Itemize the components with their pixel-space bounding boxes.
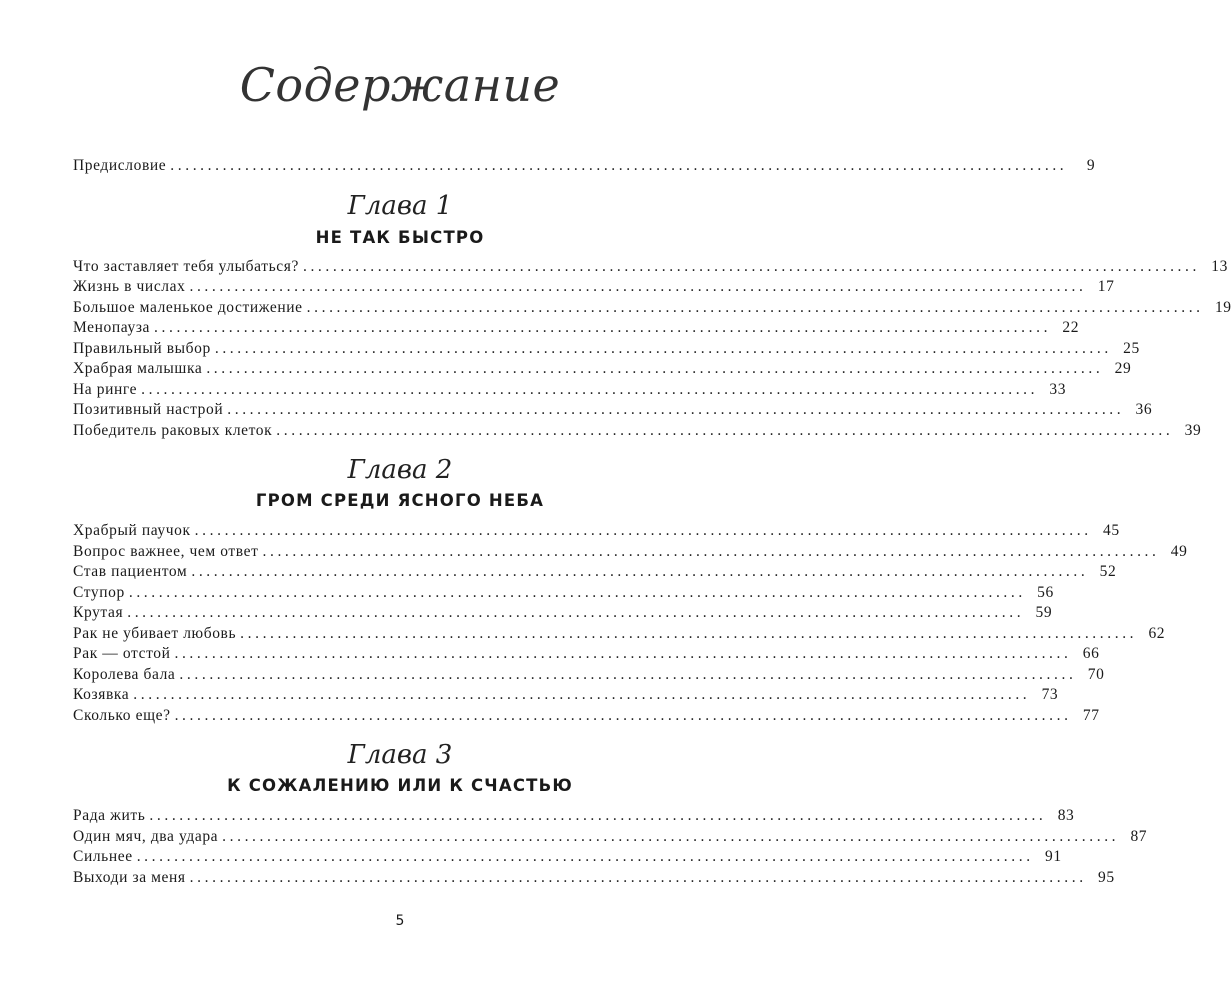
toc-entry-title: Сколько еще? <box>73 707 171 724</box>
dot-leader: ........................................................................................................................ <box>141 381 1039 398</box>
dot-leader: ........................................................................................................................ <box>128 584 1026 601</box>
dot-leader: ........................................................................................................................ <box>222 828 1120 845</box>
toc-entry[interactable] <box>73 706 1100 726</box>
page-number: 5 <box>395 913 405 929</box>
toc-entry-page: 91 <box>1045 848 1062 865</box>
toc-entry[interactable] <box>73 421 1202 441</box>
toc-entry[interactable] <box>73 400 1153 420</box>
toc-entry-title: Рак не убивает любовь <box>73 625 237 642</box>
toc-entry-title: Жизнь в числах <box>73 278 186 295</box>
dot-leader: ........................................................................................................................ <box>262 543 1160 560</box>
toc-entry-page: 56 <box>1037 584 1054 601</box>
toc-entry-title: Королева бала <box>73 666 176 683</box>
toc-entry[interactable] <box>73 827 1148 847</box>
chapter-1-label: Глава 1 <box>347 191 453 221</box>
dot-leader: ........................................................................................................................ <box>194 522 1092 539</box>
toc-entry[interactable] <box>73 806 1075 826</box>
toc-entry[interactable] <box>73 542 1188 562</box>
toc-entry[interactable] <box>73 257 1228 277</box>
toc-entry[interactable] <box>73 277 1115 297</box>
toc-entry[interactable] <box>73 318 1080 338</box>
toc-entry-title: Храбрая малышка <box>73 360 203 377</box>
toc-entry-page: 73 <box>1041 686 1059 703</box>
toc-entry-title: Сильнее <box>73 848 133 865</box>
toc-entry[interactable] <box>73 868 1115 888</box>
dot-leader: ........................................................................................................................ <box>214 340 1112 357</box>
toc-entry-title: Предисловие <box>73 157 167 174</box>
toc-entry-page: 95 <box>1097 869 1115 886</box>
toc-entry-title: Рада жить <box>73 807 146 824</box>
toc-entry-page: 59 <box>1035 604 1053 621</box>
toc-entry[interactable] <box>73 583 1054 603</box>
toc-entry-title: Менопауза <box>73 319 151 336</box>
toc-entry[interactable] <box>73 562 1117 582</box>
dot-leader: ........................................................................................................................ <box>174 645 1072 662</box>
toc-entry-page: 17 <box>1097 278 1115 295</box>
toc-entry[interactable] <box>73 665 1105 685</box>
toc-entry[interactable] <box>73 380 1067 400</box>
toc-entry[interactable] <box>73 521 1120 541</box>
toc-entry[interactable] <box>73 298 1232 318</box>
toc-entry[interactable] <box>73 847 1062 867</box>
dot-leader: ........................................................................................................................ <box>240 625 1138 642</box>
chapter-3-title: К СОЖАЛЕНИЮ ИЛИ К СЧАСТЬЮ <box>227 776 573 795</box>
dot-leader: ........................................................................................................................ <box>191 563 1089 580</box>
toc-entry-title: Правильный выбор <box>73 340 211 357</box>
toc-entry-title: Вопрос важнее, чем ответ <box>73 543 259 560</box>
toc-entry[interactable] <box>73 603 1053 623</box>
dot-leader: ........................................................................................................................ <box>127 604 1025 621</box>
toc-entry-page: 19 <box>1214 299 1232 316</box>
dot-leader: ........................................................................................................................ <box>136 848 1034 865</box>
toc-entry[interactable] <box>73 644 1100 664</box>
toc-entry[interactable] <box>73 339 1140 359</box>
dot-leader: ........................................................................................................................ <box>179 666 1077 683</box>
dot-leader: ........................................................................................................................ <box>206 360 1104 377</box>
toc-entry-title: Став пациентом <box>73 563 188 580</box>
chapter-2-title: ГРОМ СРЕДИ ЯСНОГО НЕБА <box>255 491 545 510</box>
toc-entry-title: Победитель раковых клеток <box>73 422 273 439</box>
dot-leader: ........................................................................................................................ <box>276 422 1174 439</box>
dot-leader: ........................................................................................................................ <box>189 278 1087 295</box>
page-title: Содержание <box>239 58 561 112</box>
toc-entry[interactable] <box>73 359 1132 379</box>
toc-entry-title: Выходи за меня <box>73 869 186 886</box>
toc-entry-title: Позитивный настрой <box>73 401 224 418</box>
toc-entry-page: 49 <box>1170 543 1188 560</box>
toc-entry-title: На ринге <box>73 381 138 398</box>
toc-entry-title: Крутая <box>73 604 124 621</box>
toc-entry-page: 13 <box>1211 258 1228 275</box>
toc-entry-page: 62 <box>1148 625 1166 642</box>
toc-entry-page: 45 <box>1102 522 1120 539</box>
toc-entry-page: 25 <box>1123 340 1140 357</box>
toc-entry-page: 29 <box>1114 360 1132 377</box>
toc-entry-page: 52 <box>1099 563 1117 580</box>
toc-entry-title: Что заставляет тебя улыбаться? <box>73 258 299 275</box>
toc-entry-page: 39 <box>1184 422 1202 439</box>
chapter-3-label: Глава 3 <box>347 740 453 770</box>
dot-leader: ........................................................................................................................ <box>189 869 1087 886</box>
chapter-2-label: Глава 2 <box>347 455 453 485</box>
dot-leader: ........................................................................................................................ <box>133 686 1031 703</box>
dot-leader: ........................................................................................................................ <box>174 707 1072 724</box>
toc-entry-title: Рак — отстой <box>73 645 171 662</box>
toc-entry-page: 33 <box>1049 381 1067 398</box>
toc-entry-page: 87 <box>1130 828 1148 845</box>
toc-entry-title: Храбрый паучок <box>73 522 191 539</box>
toc-entry-page: 36 <box>1135 401 1153 418</box>
toc-entry[interactable] <box>73 624 1166 644</box>
dot-leader: ........................................................................................................................ <box>302 258 1200 275</box>
dot-leader: ........................................................................................................................ <box>170 157 1068 174</box>
toc-entry-page: 77 <box>1082 707 1100 724</box>
toc-entry-title: Ступор <box>73 584 125 601</box>
dot-leader: ........................................................................................................................ <box>227 401 1125 418</box>
dot-leader: ........................................................................................................................ <box>306 299 1204 316</box>
toc-entry-page: 9 <box>1086 157 1096 174</box>
toc-entry-title: Козявка <box>73 686 130 703</box>
toc-entry-preface[interactable] <box>73 156 1096 176</box>
toc-entry-page: 22 <box>1062 319 1080 336</box>
toc-entry-title: Большое маленькое достижение <box>73 299 303 316</box>
dot-leader: ........................................................................................................................ <box>149 807 1047 824</box>
toc-entry-page: 66 <box>1082 645 1100 662</box>
toc-entry-title: Один мяч, два удара <box>73 828 219 845</box>
toc-entry-page: 83 <box>1057 807 1075 824</box>
dot-leader: ........................................................................................................................ <box>154 319 1052 336</box>
toc-entry[interactable] <box>73 685 1059 705</box>
toc-entry-page: 70 <box>1087 666 1105 683</box>
chapter-1-title: НЕ ТАК БЫСТРО <box>315 228 485 247</box>
